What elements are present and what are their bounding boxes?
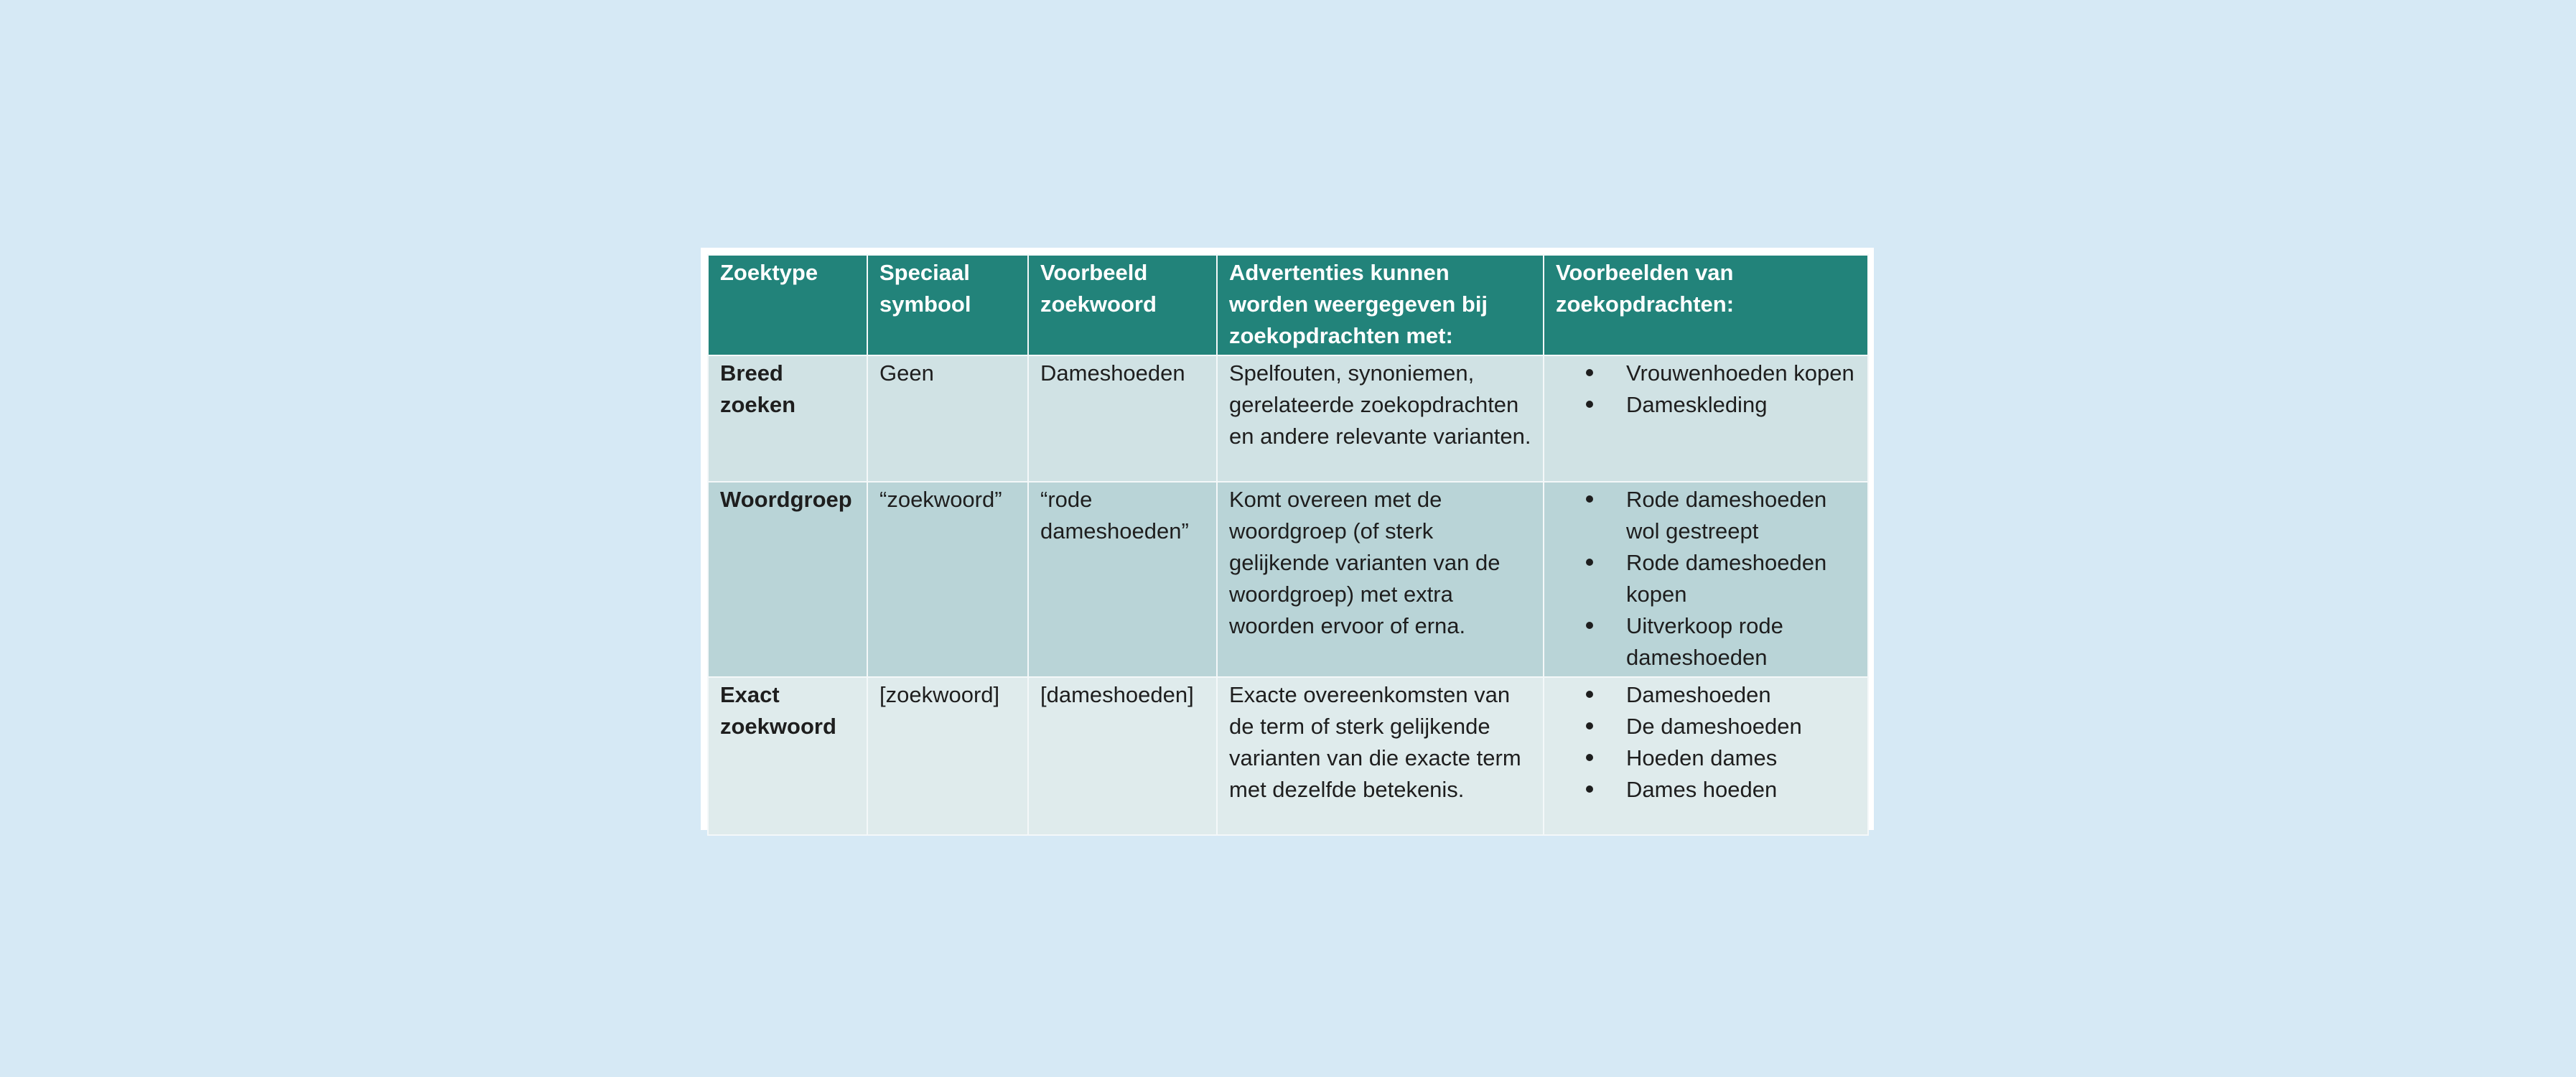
match-type-table	[707, 254, 1869, 836]
list-item: Rode dameshoeden kopen	[1626, 547, 1856, 610]
header-voorbeelden: Voorbeelden van zoekopdrachten:	[1544, 255, 1868, 355]
header-row	[708, 255, 1868, 355]
list-item: Rode dameshoeden wol gestreept	[1626, 484, 1856, 547]
table-row	[708, 482, 1868, 677]
row-example: [dameshoeden]	[1028, 677, 1217, 835]
row-symbol: “zoekwoord”	[867, 482, 1028, 677]
header-voorbeeld: Voorbeeld zoekwoord	[1028, 255, 1217, 355]
header-symbool: Speciaal symbool	[867, 255, 1028, 355]
table-row	[708, 355, 1868, 482]
row-queries	[1544, 677, 1868, 835]
list-item: Vrouwenhoeden kopen	[1626, 358, 1856, 389]
row-description: Exacte overeenkomsten van de term of sterk gelijkende varianten van die exacte term met dezelfde betekenis.	[1217, 677, 1544, 835]
row-queries	[1544, 355, 1868, 482]
header-advertenties: Advertenties kunnen worden weergegeven bij zoekopdrachten met:	[1217, 255, 1544, 355]
table-row	[708, 677, 1868, 835]
query-list	[1556, 358, 1856, 421]
list-item: Hoeden dames	[1626, 742, 1856, 774]
row-example: Dameshoeden	[1028, 355, 1217, 482]
header-zoektype: Zoektype	[708, 255, 867, 355]
row-symbol: [zoekwoord]	[867, 677, 1028, 835]
list-item: Uitverkoop rode dameshoeden	[1626, 610, 1856, 673]
row-type: Breed zoeken	[708, 355, 867, 482]
list-item: Dameskleding	[1626, 389, 1856, 421]
list-item: De dameshoeden	[1626, 711, 1856, 742]
row-type: Exact zoekwoord	[708, 677, 867, 835]
row-queries	[1544, 482, 1868, 677]
row-type: Woordgroep	[708, 482, 867, 677]
query-list	[1556, 679, 1856, 806]
row-symbol: Geen	[867, 355, 1028, 482]
row-example: “rode dameshoeden”	[1028, 482, 1217, 677]
list-item: Dameshoeden	[1626, 679, 1856, 711]
table-frame	[701, 248, 1874, 830]
row-description: Komt overeen met de woordgroep (of sterk gelijkende varianten van de woordgroep) met extra woorden ervoor of erna.	[1217, 482, 1544, 677]
row-description: Spelfouten, synoniemen, gerelateerde zoekopdrachten en andere relevante varianten.	[1217, 355, 1544, 482]
query-list	[1556, 484, 1856, 673]
list-item: Dames hoeden	[1626, 774, 1856, 806]
